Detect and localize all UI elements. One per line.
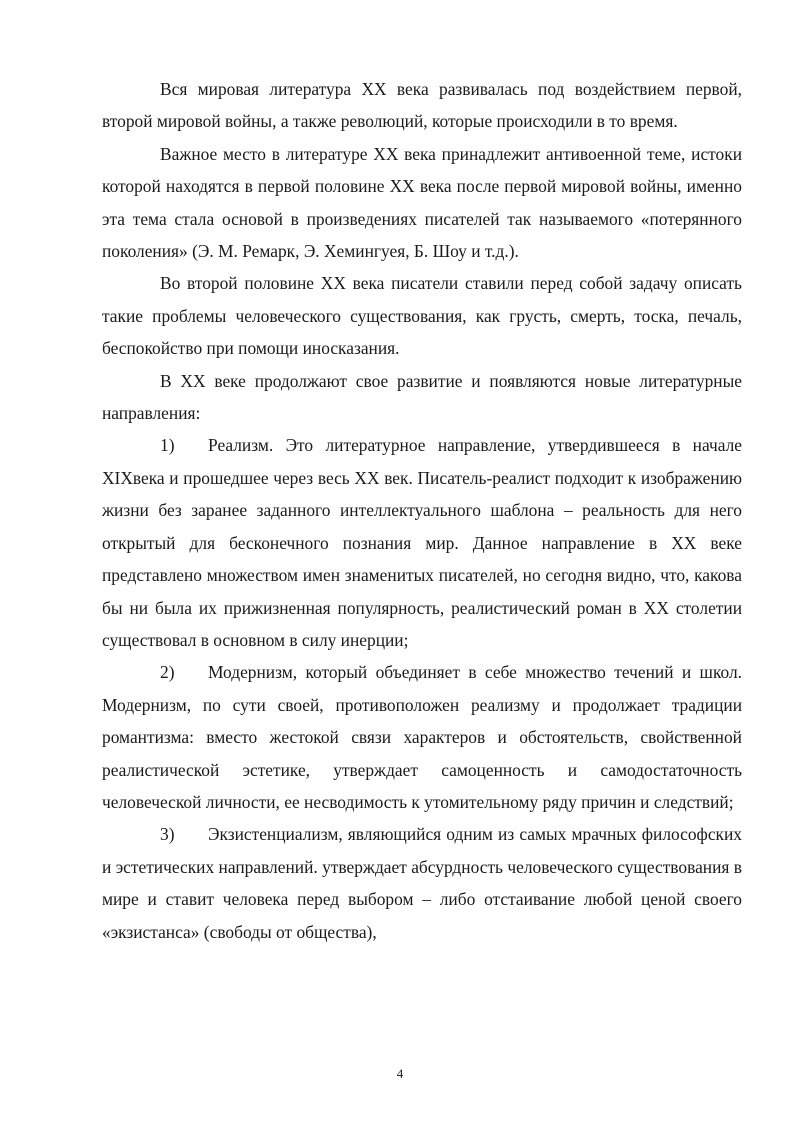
list-number: 1) xyxy=(160,435,175,456)
paragraph-3: Во второй половине XX века писатели ставили перед собой задачу описать такие проблемы человеческого существования, как грусть, смерть, тоска, печаль, беспокойство при помощи иносказания. xyxy=(102,273,742,359)
list-item-1 xyxy=(102,429,742,656)
list-item-2 xyxy=(102,656,742,818)
list-item-text: Реализм. Это литературное направление, утвердившееся в начале XIXвека и прошедшее через весь XX век. Писатель-реалист подходит к изображению жизни без заранее заданного интеллектуального шаблона – реальность для него открытый для бесконечного познания мир. Данное направление в XX веке представлено множеством имен знаменитых писателей, но сегодня видно, что, какова бы ни была их прижизненная популярность, реалистический роман в XX столетии существовал в основном в силу инерции; xyxy=(102,435,742,650)
page-number: 4 xyxy=(396,1066,404,1081)
list-number: 2) xyxy=(160,662,175,683)
paragraph-4: В XX веке продолжают свое развитие и появляются новые литературные направления: xyxy=(102,370,742,424)
list-item-text: Экзистенциализм, являющийся одним из самых мрачных философских и эстетических направлений. утверждает абсурдность человеческого существования в мире и ставит человека перед выбором – либо отстаивание любой ценой своего «экзистанса» (свободы от общества), xyxy=(102,824,742,942)
list-number: 3) xyxy=(160,824,175,845)
list-item-3 xyxy=(102,818,742,948)
body-text xyxy=(102,73,742,948)
list-item-text: Модернизм, который объединяет в себе множество течений и школ. Модернизм, по сути своей, противоположен реализму и продолжает традиции романтизма: вместо жестокой связи характеров и обстоятельств, свойственной реалистической эстетике, утверждает самоценность и самодостаточность человеческой личности, ее несводимость к утомительному ряду причин и следствий; xyxy=(102,662,742,812)
paragraph-1: Вся мировая литература XX века развивалась под воздействием первой, второй мировой войны, а также революций, которые происходили в то время. xyxy=(102,79,742,132)
paragraph-2: Важное место в литературе XX века принадлежит антивоенной теме, истоки которой находятся в первой половине XX века после первой мировой войны, именно эта тема стала основой в произведениях писателей так называемого «потерянного поколения» (Э. М. Ремарк, Э. Хемингуея, Б. Шоу и т.д.). xyxy=(102,143,742,262)
